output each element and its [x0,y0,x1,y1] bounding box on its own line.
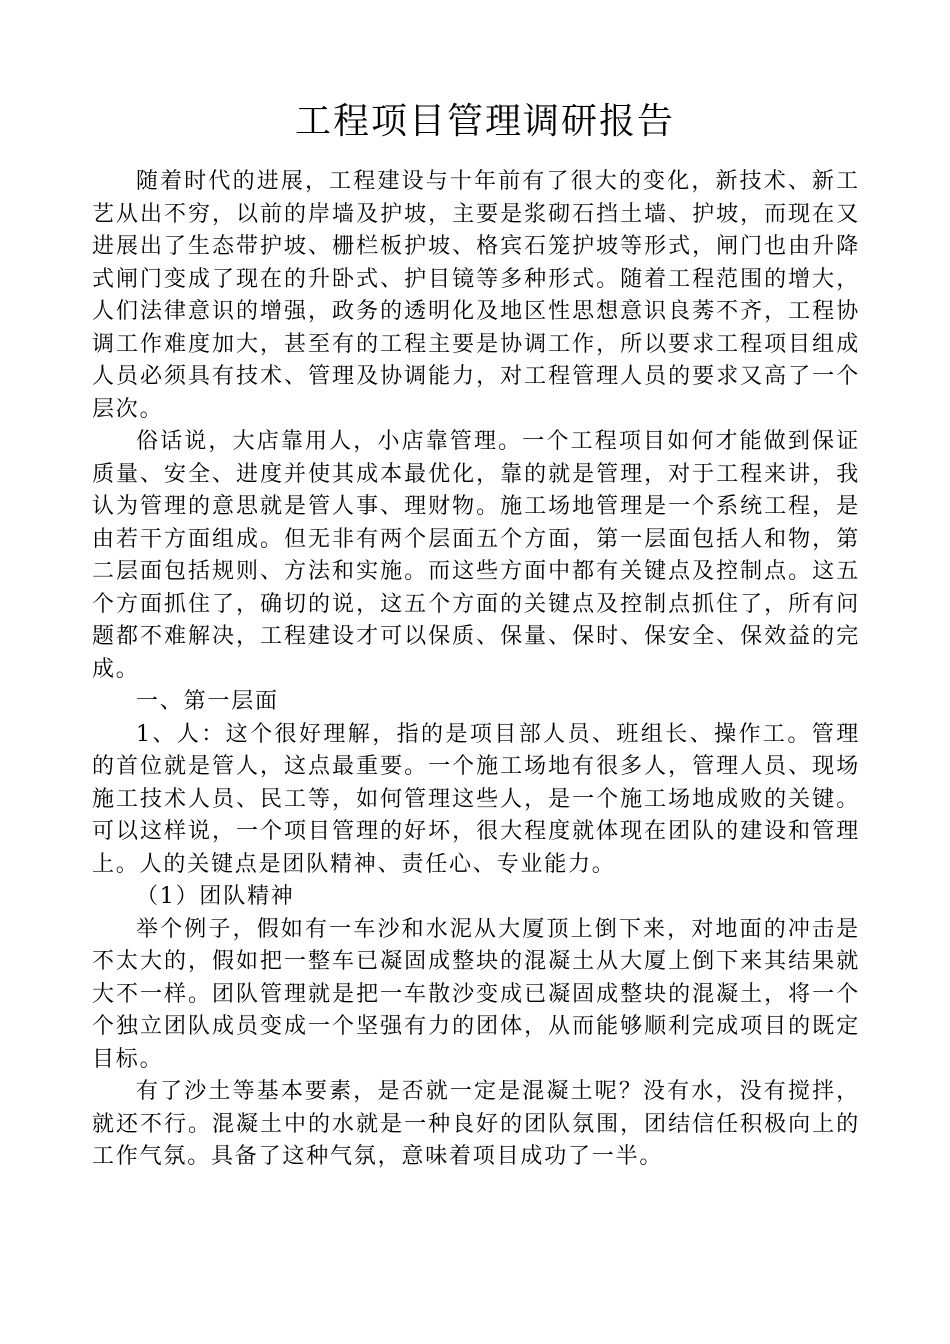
paragraph-people: 1、人：这个很好理解，指的是项目部人员、班组长、操作工。管理的首位就是管人，这点最重要。一个施工场地有很多人，管理人员、现场施工技术人员、民工等，如何管理这些人，是一个施工场地成败的关键。可以这样说，一个项目管理的好坏，很大程度就体现在团队的建设和管理上。人的关键点是团队精神、责任心、专业能力。 [92,721,860,877]
subsection-heading-team-spirit: （1）团队精神 [136,884,295,909]
section-heading-level-one: 一、第一层面 [136,689,279,714]
paragraph-management: 俗话说，大店靠用人，小店靠管理。一个工程项目如何才能做到保证质量、安全、进度并使其成本最优化，靠的就是管理，对于工程来讲，我认为管理的意思就是管人事、理财物。施工场地管理是一个系统工程，是由若干方面组成。但无非有两个层面五个方面，第一层面包括人和物，第二层面包括规则、方法和实施。而这些方面中都有关键点及控制点。这五个方面抓住了，确切的说，这五个方面的关键点及控制点抓住了，所有问题都不难解决，工程建设才可以保质、保量、保时、保安全、保效益的完成。 [92,429,860,682]
paragraph-intro: 随着时代的进展，工程建设与十年前有了很大的变化，新技术、新工艺从出不穷，以前的岸墙及护坡，主要是浆砌石挡土墙、护坡，而现在又进展出了生态带护坡、栅栏板护坡、格宾石笼护坡等形式，闸门也由升降式闸门变成了现在的升卧式、护目镜等多种形式。随着工程范围的增大，人们法律意识的增强，政务的透明化及地区性思想意识良莠不齐，工程协调工作难度加大，甚至有的工程主要是协调工作，所以要求工程项目组成人员必须具有技术、管理及协调能力，对工程管理人员的要求又高了一个层次。 [92,169,860,422]
paragraph-team-example: 举个例子，假如有一车沙和水泥从大厦顶上倒下来，对地面的冲击是不太大的，假如把一整车已凝固成整块的混凝土从大厦上倒下来其结果就大不一样。团队管理就是把一车散沙变成已凝固成整块的混凝土，将一个个独立团队成员变成一个坚强有力的团体，从而能够顺利完成项目的既定目标。 [92,916,860,1072]
paragraph-team-atmosphere: 有了沙土等基本要素，是否就一定是混凝土呢？没有水，没有搅拌，就还不行。混凝土中的水就是一种良好的团队氛围，团结信任积极向上的工作气氛。具备了这种气氛，意味着项目成功了一半。 [92,1079,860,1169]
document-page [92,96,860,1174]
document-title: 工程项目管理调研报告 [294,101,675,142]
